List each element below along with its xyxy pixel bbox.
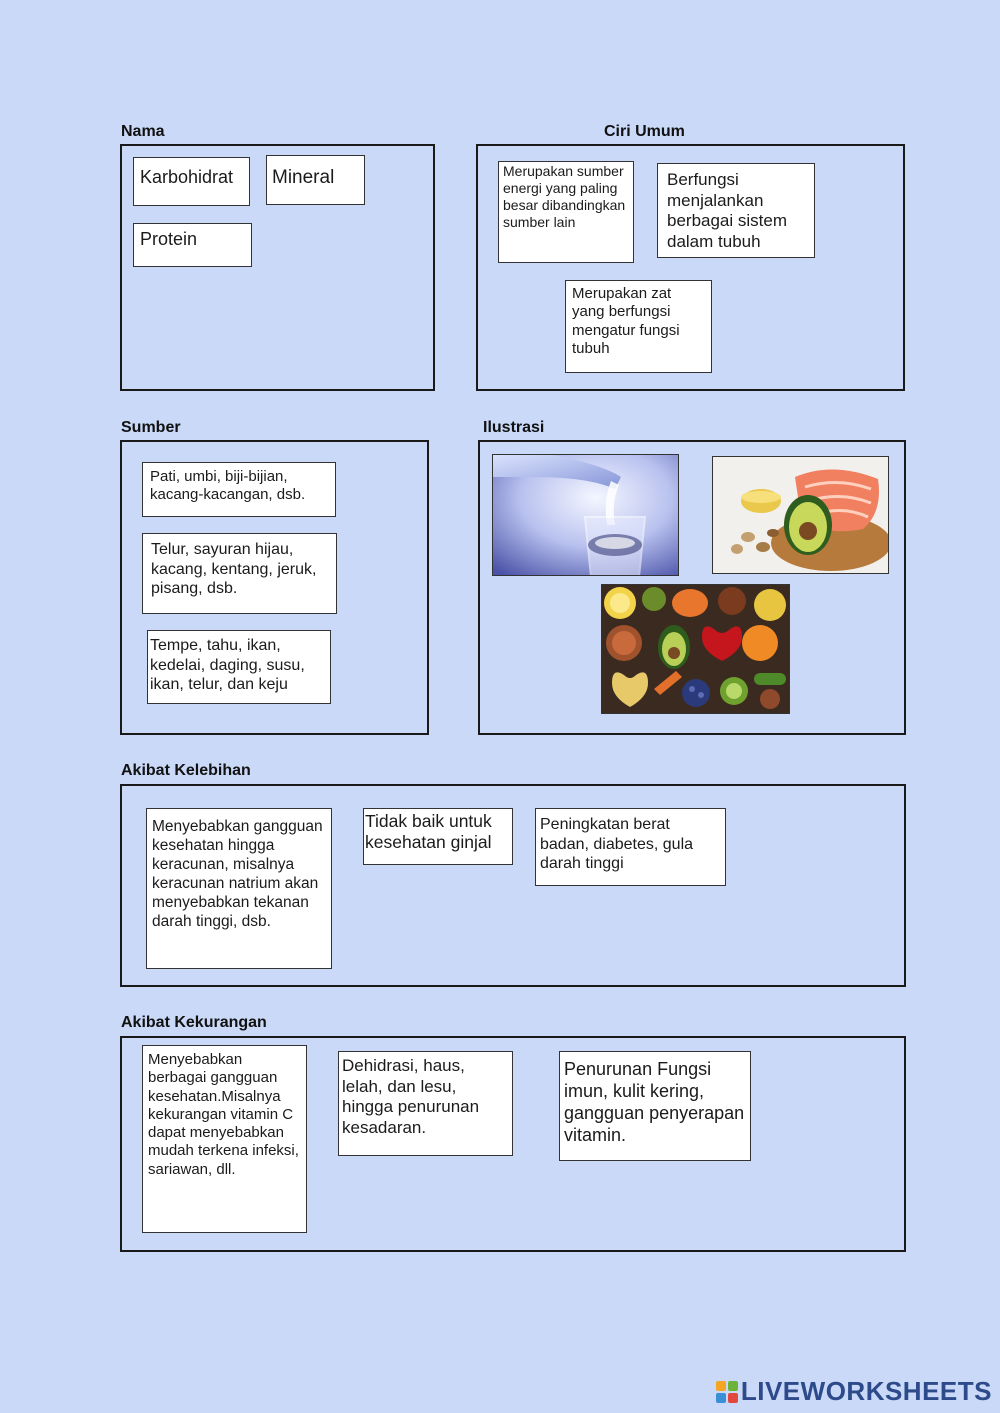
card-protein[interactable]: Protein — [133, 223, 252, 267]
heading-nama: Nama — [121, 123, 165, 140]
card-kekurangan-dehidrasi[interactable]: Dehidrasi, haus, lelah, dan lesu, hingga penurunan kesadaran. — [338, 1051, 513, 1156]
heading-akibat-kelebihan: Akibat Kelebihan — [121, 762, 251, 779]
card-kekurangan-vitamin-c[interactable]: Menyebabkan berbagai gangguan kesehatan.Misalnya kekurangan vitamin C dapat menyebabkan mudah terkena infeksi, sariawan, dll. — [142, 1045, 307, 1233]
card-sumber-pati[interactable]: Pati, umbi, biji-bijian, kacang-kacangan, dsb. — [142, 462, 336, 517]
card-kelebihan-keracunan[interactable]: Menyebabkan gangguan kesehatan hingga keracunan, misalnya keracunan natrium akan menyebabkan tekanan darah tinggi, dsb. — [146, 808, 332, 969]
heading-ciri-umum: Ciri Umum — [604, 123, 685, 140]
liveworksheets-logo-text: LIVEWORKSHEETS — [740, 1376, 992, 1406]
card-ciri-energi[interactable]: Merupakan sumber energi yang paling besar dibandingkan sumber lain — [498, 161, 634, 263]
liveworksheets-logo-icon — [716, 1381, 738, 1403]
card-sumber-tempe[interactable]: Tempe, tahu, ikan, kedelai, daging, susu, ikan, telur, dan keju — [147, 630, 331, 704]
heading-sumber: Sumber — [121, 419, 181, 436]
salmon-avocado-image — [712, 456, 889, 574]
water-pouring-image — [492, 454, 679, 576]
card-mineral[interactable]: Mineral — [266, 155, 365, 205]
card-karbohidrat[interactable]: Karbohidrat — [133, 157, 250, 206]
card-kelebihan-berat-badan[interactable]: Peningkatan berat badan, diabetes, gula darah tinggi — [535, 808, 726, 886]
card-ciri-mengatur[interactable]: Merupakan zat yang berfungsi mengatur fungsi tubuh — [565, 280, 712, 373]
card-ciri-sistem[interactable]: Berfungsi menjalankan berbagai sistem dalam tubuh — [657, 163, 815, 258]
heading-ilustrasi: Ilustrasi — [483, 419, 545, 436]
heading-akibat-kekurangan: Akibat Kekurangan — [121, 1014, 267, 1031]
card-kekurangan-imun[interactable]: Penurunan Fungsi imun, kulit kering, gangguan penyerapan vitamin. — [559, 1051, 751, 1161]
healthy-food-image — [601, 584, 790, 714]
card-kelebihan-ginjal[interactable]: Tidak baik untuk kesehatan ginjal — [363, 808, 513, 865]
card-sumber-telur[interactable]: Telur, sayuran hijau, kacang, kentang, jeruk, pisang, dsb. — [142, 533, 337, 614]
liveworksheets-logo[interactable] — [716, 1376, 992, 1407]
